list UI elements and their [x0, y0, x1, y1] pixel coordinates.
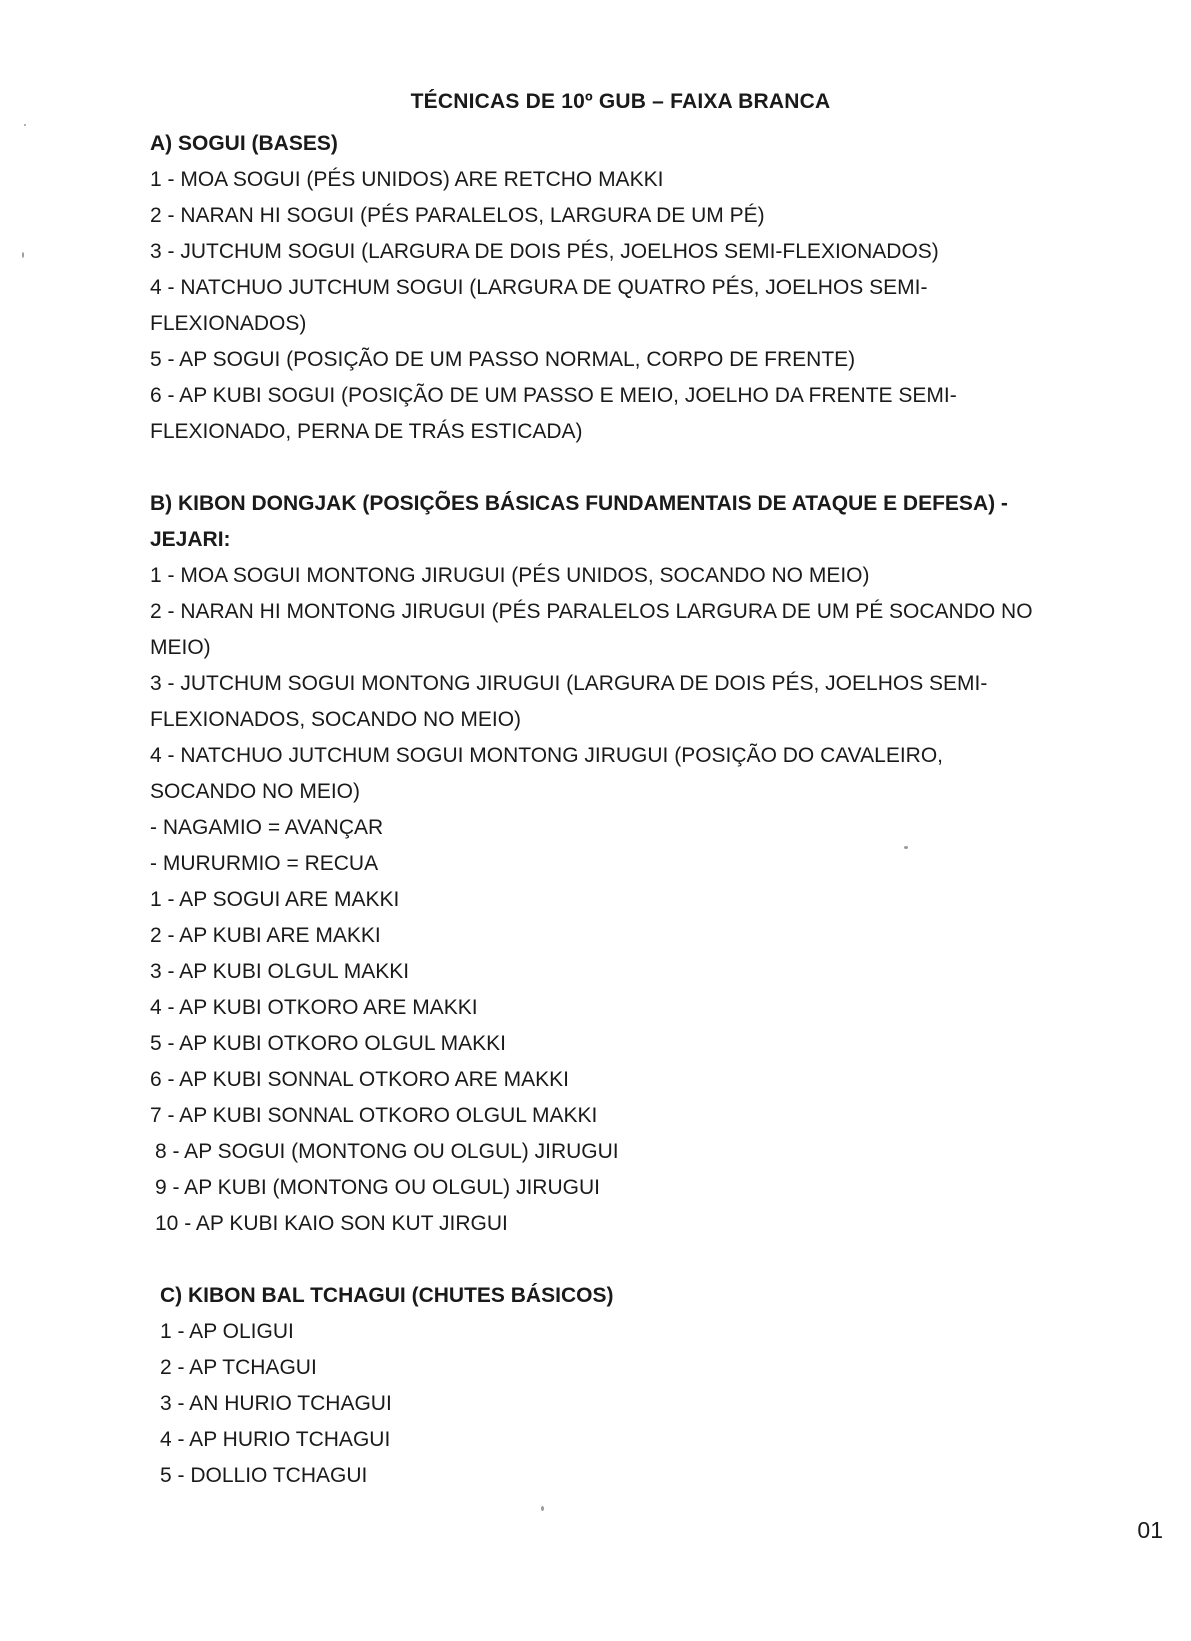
- section-a-line: 3 - JUTCHUM SOGUI (LARGURA DE DOIS PÉS, JOELHOS SEMI-FLEXIONADOS): [150, 240, 939, 263]
- section-b-line: 3 - AP KUBI OLGUL MAKKI: [150, 960, 410, 983]
- section-b-line: 1 - AP SOGUI ARE MAKKI: [150, 888, 400, 911]
- section-a-line: FLEXIONADO, PERNA DE TRÁS ESTICADA): [150, 420, 583, 443]
- section-c: [150, 1278, 1160, 1494]
- section-b-line: - NAGAMIO = AVANÇAR: [150, 816, 384, 839]
- section-spacer: [150, 1242, 1160, 1278]
- section-a-line: 5 - AP SOGUI (POSIÇÃO DE UM PASSO NORMAL, CORPO DE FRENTE): [150, 348, 856, 371]
- section-b-line: 2 - AP KUBI ARE MAKKI: [150, 924, 381, 947]
- document-body: [150, 126, 1160, 1494]
- page-number: 01: [1137, 1517, 1163, 1543]
- scan-speck: [541, 1506, 544, 1511]
- section-b-line: 4 - NATCHUO JUTCHUM SOGUI MONTONG JIRUGUI (POSIÇÃO DO CAVALEIRO,: [150, 744, 943, 767]
- section-b-line: 9 - AP KUBI (MONTONG OU OLGUL) JIRUGUI: [155, 1176, 600, 1199]
- section-a-line: 2 - NARAN HI SOGUI (PÉS PARALELOS, LARGURA DE UM PÉ): [150, 204, 765, 227]
- section-c-heading: C) KIBON BAL TCHAGUI (CHUTES BÁSICOS): [160, 1284, 614, 1307]
- section-a: [150, 126, 1160, 450]
- section-a-line: 6 - AP KUBI SOGUI (POSIÇÃO DE UM PASSO E MEIO, JOELHO DA FRENTE SEMI-: [150, 384, 957, 407]
- section-b-line: 4 - AP KUBI OTKORO ARE MAKKI: [150, 996, 478, 1019]
- section-a-line: FLEXIONADOS): [150, 312, 307, 335]
- section-a-heading: A) SOGUI (BASES): [150, 132, 338, 155]
- section-b: [150, 486, 1160, 1242]
- page-title: TÉCNICAS DE 10º GUB – FAIXA BRANCA: [410, 90, 831, 113]
- section-a-line: 1 - MOA SOGUI (PÉS UNIDOS) ARE RETCHO MAKKI: [150, 168, 664, 191]
- section-a-line: 4 - NATCHUO JUTCHUM SOGUI (LARGURA DE QUATRO PÉS, JOELHOS SEMI-: [150, 276, 928, 299]
- section-spacer: [150, 450, 1160, 486]
- section-c-line: 2 - AP TCHAGUI: [160, 1356, 317, 1379]
- section-c-line: 4 - AP HURIO TCHAGUI: [160, 1428, 391, 1451]
- section-c-line: 5 - DOLLIO TCHAGUI: [160, 1464, 368, 1487]
- scan-speck: [24, 124, 26, 126]
- section-b-line: SOCANDO NO MEIO): [150, 780, 361, 803]
- section-c-line: 3 - AN HURIO TCHAGUI: [160, 1392, 392, 1415]
- section-b-line: 2 - NARAN HI MONTONG JIRUGUI (PÉS PARALELOS LARGURA DE UM PÉ SOCANDO NO: [150, 600, 1033, 623]
- scan-speck: [22, 252, 24, 258]
- section-b-line: FLEXIONADOS, SOCANDO NO MEIO): [150, 708, 522, 731]
- section-b-line: 6 - AP KUBI SONNAL OTKORO ARE MAKKI: [150, 1068, 569, 1091]
- section-b-line: 3 - JUTCHUM SOGUI MONTONG JIRUGUI (LARGURA DE DOIS PÉS, JOELHOS SEMI-: [150, 672, 988, 695]
- section-c-line: 1 - AP OLIGUI: [160, 1320, 294, 1343]
- section-b-heading-continued: JEJARI:: [150, 528, 231, 551]
- section-b-line: 1 - MOA SOGUI MONTONG JIRUGUI (PÉS UNIDOS, SOCANDO NO MEIO): [150, 564, 870, 587]
- section-b-line: MEIO): [150, 636, 211, 659]
- section-b-line: - MURURMIO = RECUA: [150, 852, 379, 875]
- section-b-line: 10 - AP KUBI KAIO SON KUT JIRGUI: [155, 1212, 508, 1235]
- section-b-line: 8 - AP SOGUI (MONTONG OU OLGUL) JIRUGUI: [155, 1140, 619, 1163]
- section-b-line: 5 - AP KUBI OTKORO OLGUL MAKKI: [150, 1032, 506, 1055]
- section-b-heading: B) KIBON DONGJAK (POSIÇÕES BÁSICAS FUNDAMENTAIS DE ATAQUE E DEFESA) -: [150, 492, 1008, 515]
- scan-speck: [904, 846, 908, 849]
- section-b-line: 7 - AP KUBI SONNAL OTKORO OLGUL MAKKI: [150, 1104, 598, 1127]
